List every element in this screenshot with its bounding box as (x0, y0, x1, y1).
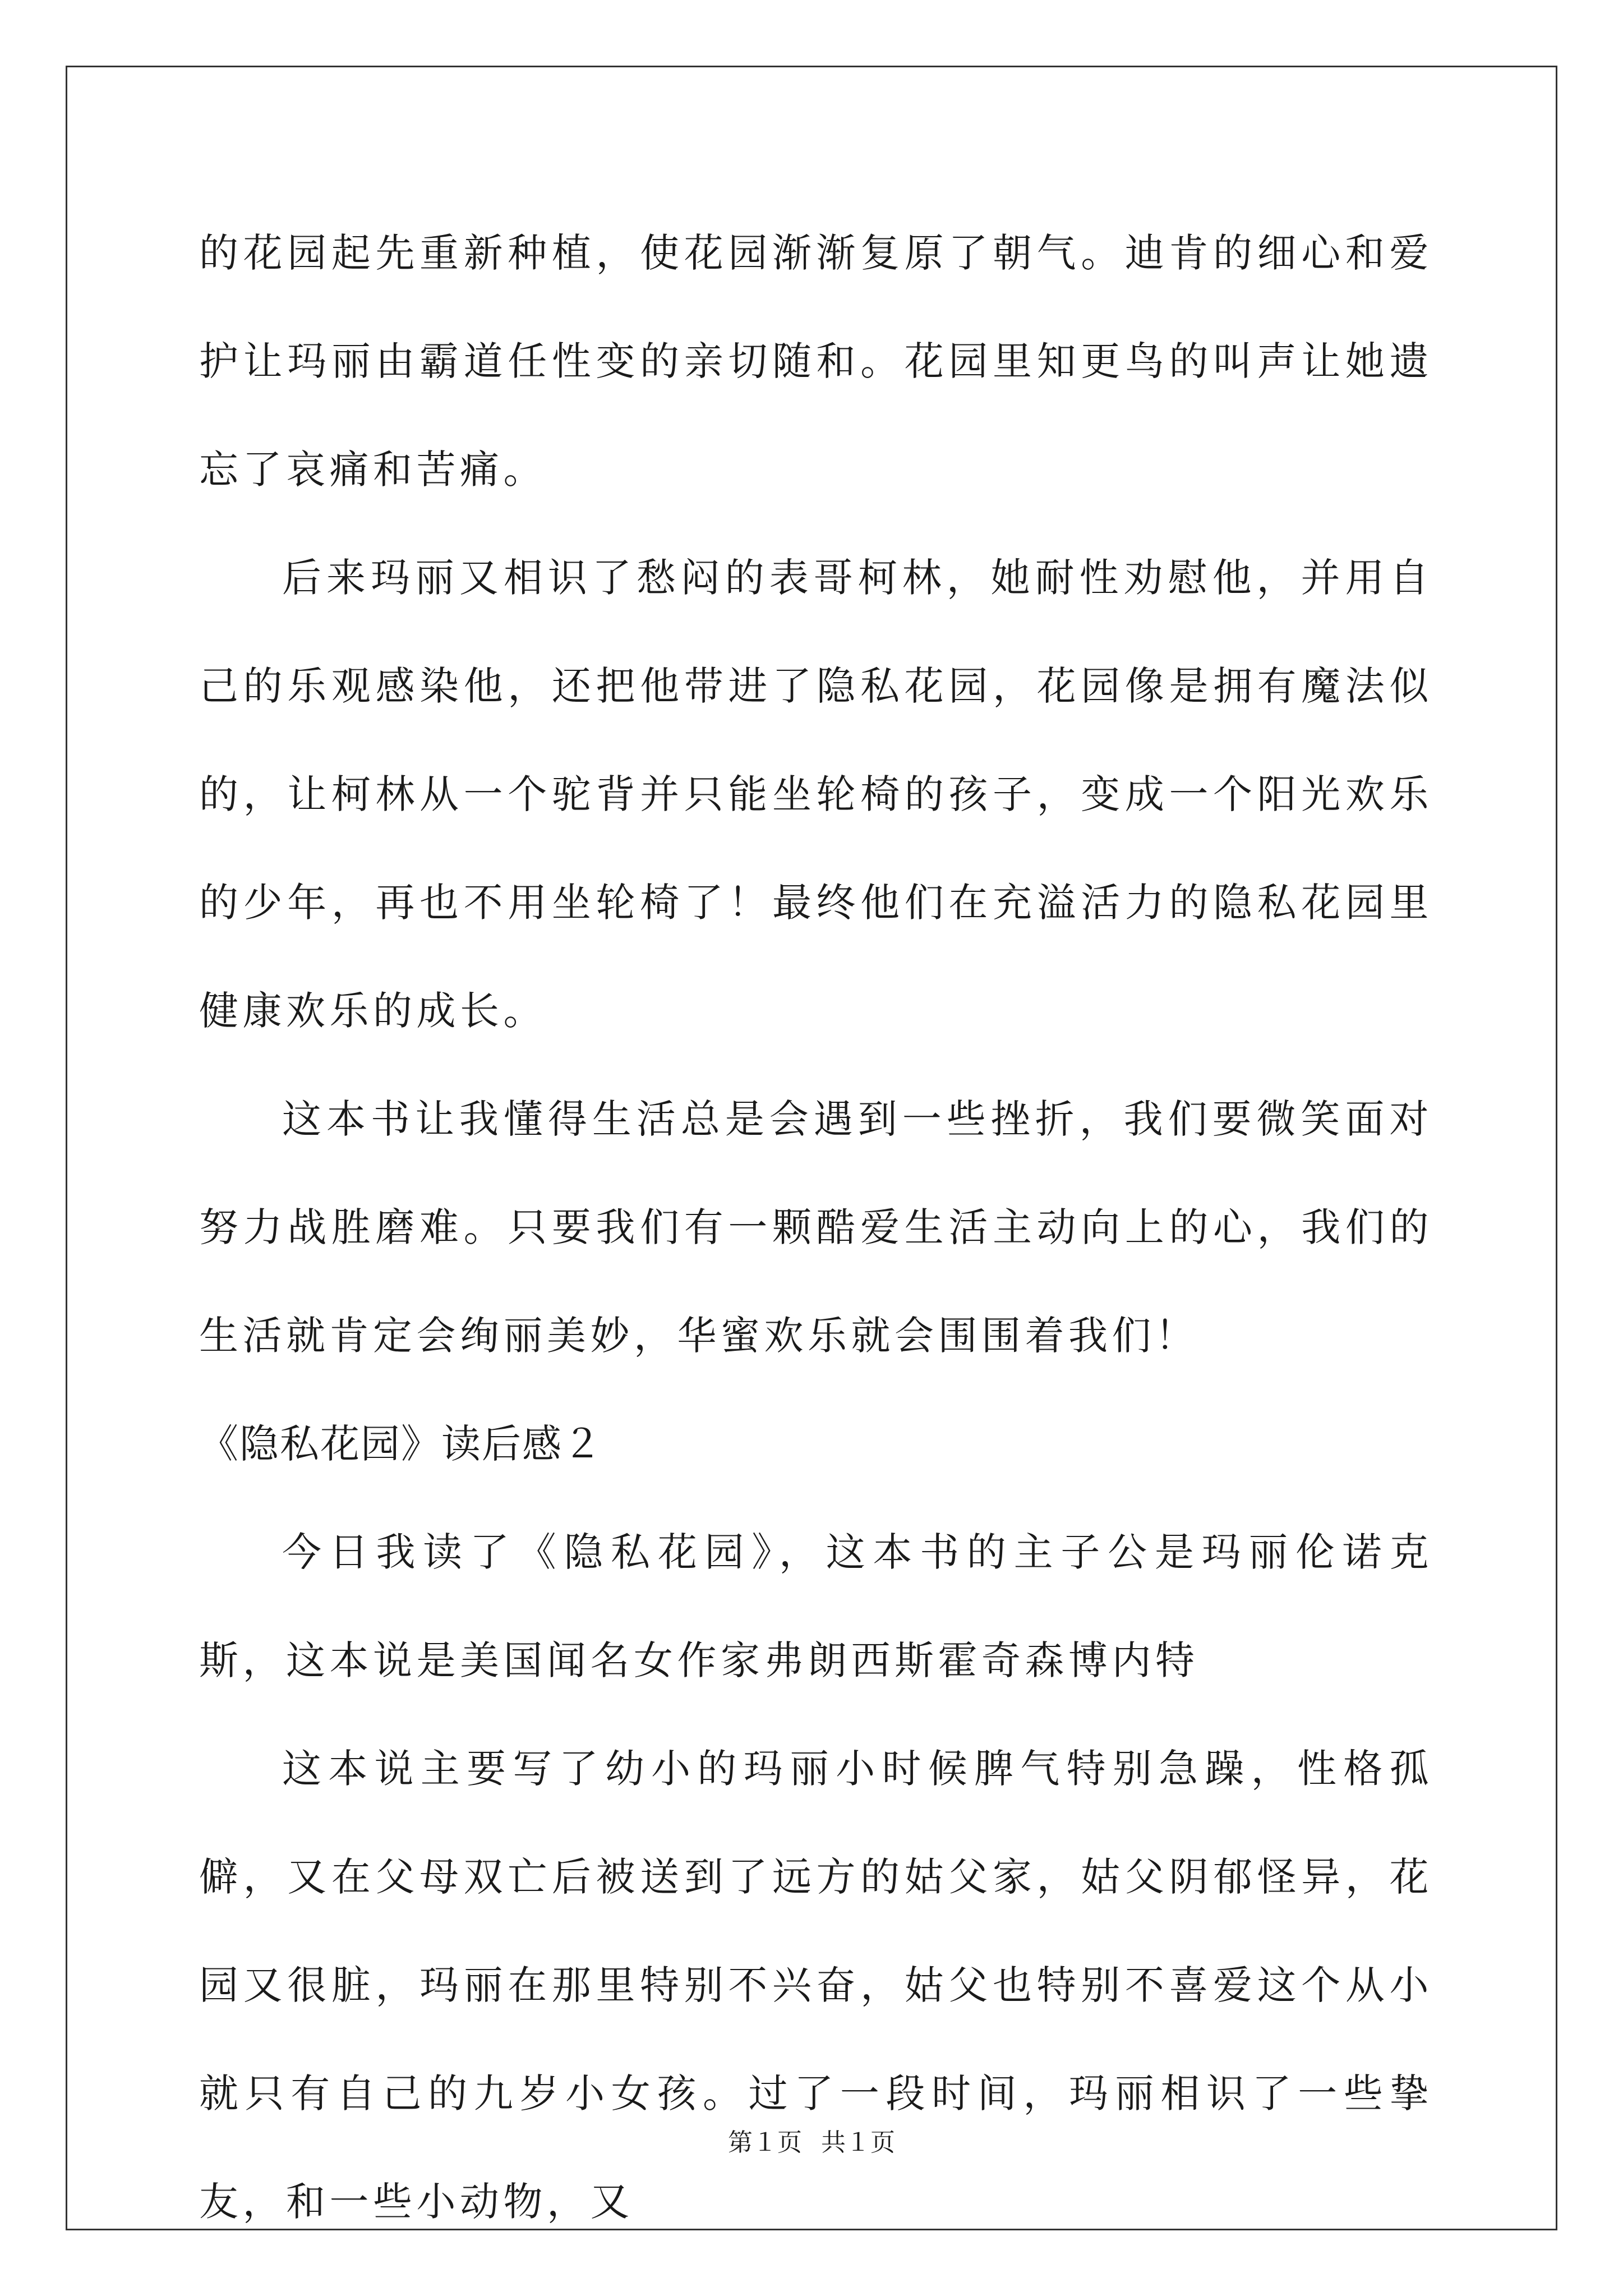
page-total: 共１页 (821, 2128, 895, 2157)
paragraph: 这本说主要写了幼小的玛丽小时候脾气特别急躁，性格孤僻，又在父母双亡后被送到了远方的姑父家，姑父阴郁怪异，花园又很脏，玛丽在那里特别不兴奋，姑父也特别不喜爱这个从小就只有自己的九岁小女孩。过了一段时间，玛丽相识了一些挚友，和一些小动物，又 (199, 1746, 1433, 2225)
page-number: 第１页 (728, 2128, 802, 2157)
page-footer (0, 2126, 1623, 2160)
paragraph: 这本书让我懂得生活总是会遇到一些挫折，我们要微笑面对努力战胜磨难。只要我们有一颗酷爱生活主动向上的心，我们的生活就肯定会绚丽美妙，华蜜欢乐就会围围着我们！ (199, 1096, 1433, 1359)
document-body (199, 199, 1433, 2256)
paragraph: 的花园起先重新种植，使花园渐渐复原了朝气。迪肯的细心和爱护让玛丽由霸道任性变的亲切随和。花园里知更鸟的叫声让她遗忘了哀痛和苦痛。 (199, 230, 1433, 493)
paragraph: 后来玛丽又相识了愁闷的表哥柯林，她耐性劝慰他，并用自己的乐观感染他，还把他带进了隐私花园，花园像是拥有魔法似的，让柯林从一个驼背并只能坐轮椅的孩子，变成一个阳光欢乐的少年，再也不用坐轮椅了！最终他们在充溢活力的隐私花园里健康欢乐的成长。 (199, 555, 1433, 1034)
section-heading: 《隐私花园》读后感２ (199, 1421, 603, 1467)
paragraph: 今日我读了《隐私花园》，这本书的主子公是玛丽伦诺克斯，这本说是美国闻名女作家弗朗西斯霍奇森博内特 (199, 1529, 1433, 1683)
